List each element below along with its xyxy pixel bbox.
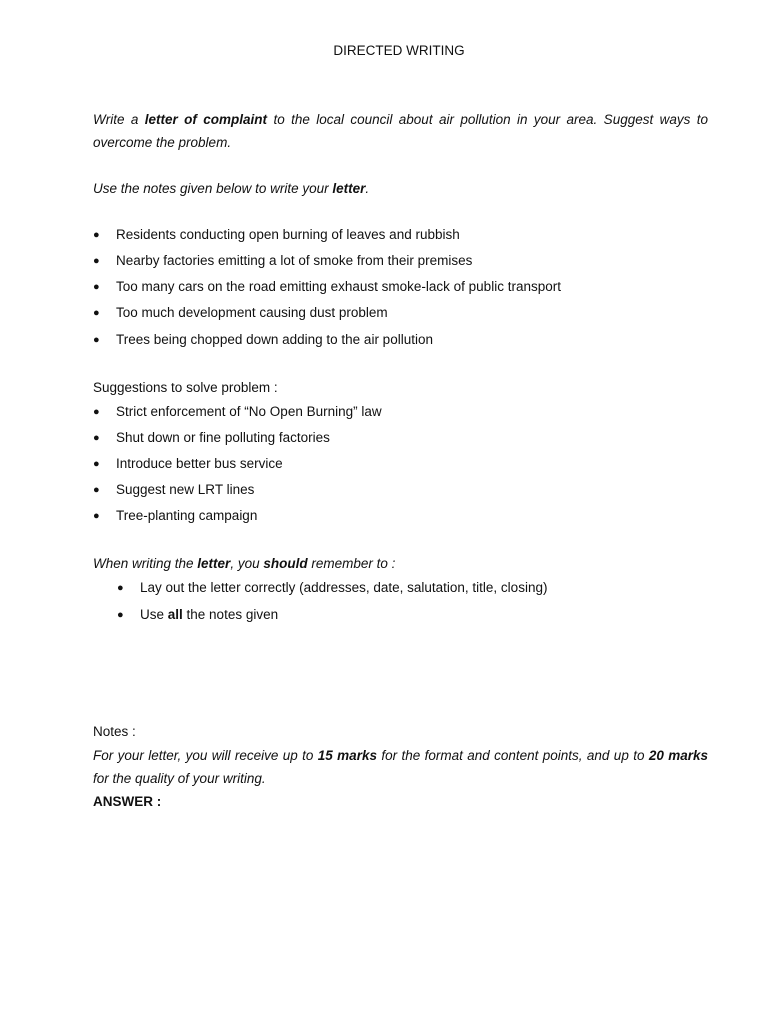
list-item: ● Tree-planting campaign [93,508,258,523]
bullet-icon: ● [93,458,100,470]
list-item: ● Introduce better bus service [93,456,283,471]
emphasis-letter-of-complaint: letter of complaint [144,112,268,127]
marks-paragraph: For your letter, you will receive up to 15 marks for the format and content points, and up to 20 marks for the quality of your writing. [93,748,708,786]
suggestions-heading: Suggestions to solve problem : [93,380,278,395]
bullet-icon: ● [93,281,100,293]
list-item: ● Nearby factories emitting a lot of smoke from their premises [93,253,473,268]
bullet-icon: ● [117,582,124,594]
page-title: DIRECTED WRITING [333,43,465,58]
emphasis-letter: letter [332,181,366,196]
list-item: ● Trees being chopped down adding to the air pollution [93,332,433,347]
bullet-icon: ● [93,432,100,444]
bullet-icon: ● [93,484,100,496]
bullet-icon: ● [93,334,100,346]
list-item: ● Too much development causing dust problem [93,305,388,320]
list-item: ● Too many cars on the road emitting exhaust smoke-lack of public transport [93,279,561,294]
bullet-icon: ● [93,406,100,418]
list-item: ● Lay out the letter correctly (addresses, date, salutation, title, closing) [117,580,548,595]
notes-label: Notes : [93,724,136,739]
answer-label: ANSWER : [93,794,162,809]
bullet-icon: ● [93,307,100,319]
list-item: ● Residents conducting open burning of leaves and rubbish [93,227,460,242]
bullet-icon: ● [93,255,100,267]
list-item: ● Suggest new LRT lines [93,482,255,497]
instruction-paragraph: Use the notes given below to write your letter. [93,181,370,196]
list-item: ● Strict enforcement of “No Open Burning” law [93,404,382,419]
bullet-icon: ● [93,229,100,241]
bullet-icon: ● [117,609,124,621]
list-item: ● Shut down or fine polluting factories [93,430,330,445]
bullet-icon: ● [93,510,100,522]
task-paragraph: Write a letter of complaint to the local council about air pollution in your area. Suggest ways to overcome the problem. [93,112,708,150]
remember-heading: When writing the letter, you should remember to : [93,556,396,571]
list-item: ● Use all the notes given [117,607,279,622]
